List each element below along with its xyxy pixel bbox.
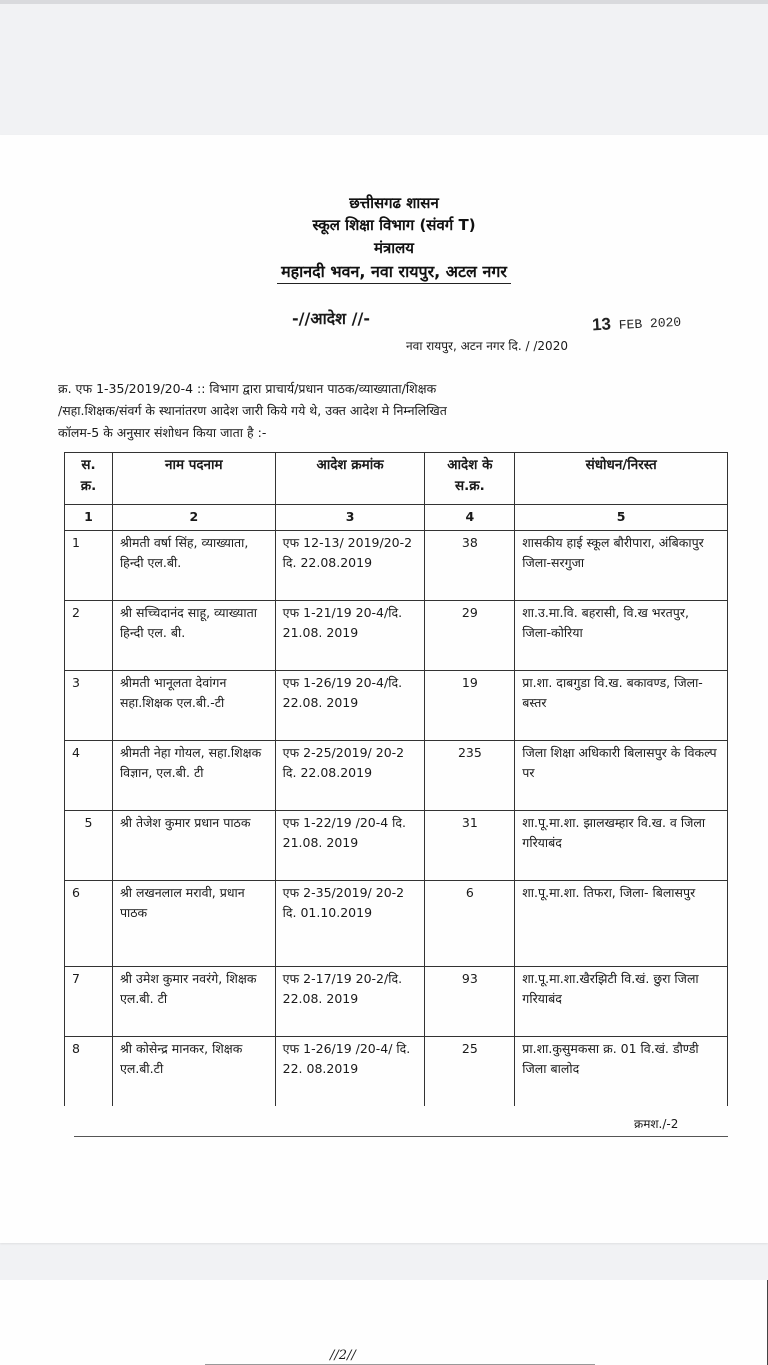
table-row: 4 श्रीमती नेहा गोयल, सहा.शिक्षक विज्ञान, एल.बी. टी एफ 2-25/2019/ 20-2 दि. 22.08.2019 235 जिला शिक्षा अधिकारी बिलासपुर के विकल्प पर [65, 740, 728, 810]
table-row: 2 श्री सच्चिदानंद साहू, व्याख्याता हिन्दी एल. बी. एफ 1-21/19 20-4/दि. 21.08. 2019 29 शा.उ.मा.वि. बहरासी, वि.ख भरतपुर, जिला-कोरिया [65, 600, 728, 670]
header-sno: स. क्र. [65, 453, 113, 505]
page-number-marker: //2// [330, 1348, 356, 1363]
header-amendment: संधोधन/निरस्त [515, 453, 728, 505]
table-row: 8 श्री कोसेन्द्र मानकर, शिक्षक एल.बी.टी एफ 1-26/19 /20-4/ दि. 22. 08.2019 25 प्रा.शा.कुसुमकसा क्र. 01 वि.खं. डौण्डी जिला बालोद [65, 1036, 728, 1106]
govt-name: छत्तीसगढ शासन [349, 194, 439, 212]
table-row: 7 श्री उमेश कुमार नवरंगे, शिक्षक एल.बी. टी एफ 2-17/19 20-2/दि. 22.08. 2019 93 शा.पू.मा.शा.खैरझिटी वि.खं. छुरा जिला गरियाबंद [65, 966, 728, 1036]
table-row: 1 श्रीमती वर्षा सिंह, व्याख्याता, हिन्दी एल.बी. एफ 12-13/ 2019/20-2 दि. 22.08.2019 38 शासकीय हाई स्कूल बौरीपारा, अंबिकापुर जिला-सरगुजा [65, 530, 728, 600]
place-date: नवा रायपुर, अटन नगर दि. / /2020 [406, 339, 568, 353]
document-page-2 [0, 1280, 768, 1365]
intro-paragraph: क्र. एफ 1-35/2019/20-4 :: विभाग द्वारा प्राचार्य/प्रधान पाठक/व्याख्याता/शिक्षक /सहा.शिक्षक/संवर्ग के स्थानांतरण आदेश जारी किये गये थे, उक्त आदेश मे निम्नलिखित कॉलम-5 के अनुसार संशोधन किया जाता है :- [58, 381, 447, 440]
stamp-month-year: FEB 2020 [618, 314, 682, 333]
office-address: महानदी भवन, नवा रायपुर, अटल नगर [0, 260, 768, 282]
stamp-day: 13 [591, 314, 612, 335]
header-order-no: आदेश क्रमांक [275, 453, 425, 505]
ministry-label: मंत्रालय [373, 239, 414, 257]
table-row: 3 श्रीमती भानूलता देवांगन सहा.शिक्षक एल.बी.-टी एफ 1-26/19 20-4/दि. 22.08. 2019 19 प्रा.शा. दाबगुडा वि.ख. बकावण्ड, जिला-बस्तर [65, 670, 728, 740]
viewer-top-edge [0, 0, 768, 4]
column-number-row: 1 2 3 4 5 [65, 505, 728, 531]
document-page-1 [0, 135, 768, 1243]
header-order-sno: आदेश के स.क्र. [425, 453, 515, 505]
amendment-table [64, 452, 728, 1106]
header-name: नाम पदनाम [112, 453, 275, 505]
table-row: 5 श्री तेजेश कुमार प्रधान पाठक एफ 1-22/19 /20-4 दि. 21.08. 2019 31 शा.पू.मा.शा. झालखम्हार वि.ख. व जिला गरियाबंद [65, 810, 728, 880]
department-name: स्कूल शिक्षा विभाग (संवर्ग T) [312, 216, 476, 234]
bottom-rule [74, 1136, 728, 1137]
order-title: -//आदेश //- [292, 309, 370, 328]
date-stamp [592, 311, 682, 336]
continued-note: क्रमश./-2 [634, 1117, 679, 1131]
table-row: 6 श्री लखनलाल मरावी, प्रधान पाठक एफ 2-35/2019/ 20-2 दि. 01.10.2019 6 शा.पू.मा.शा. तिफरा, जिला- बिलासपुर [65, 880, 728, 966]
table-header-row [65, 453, 728, 505]
